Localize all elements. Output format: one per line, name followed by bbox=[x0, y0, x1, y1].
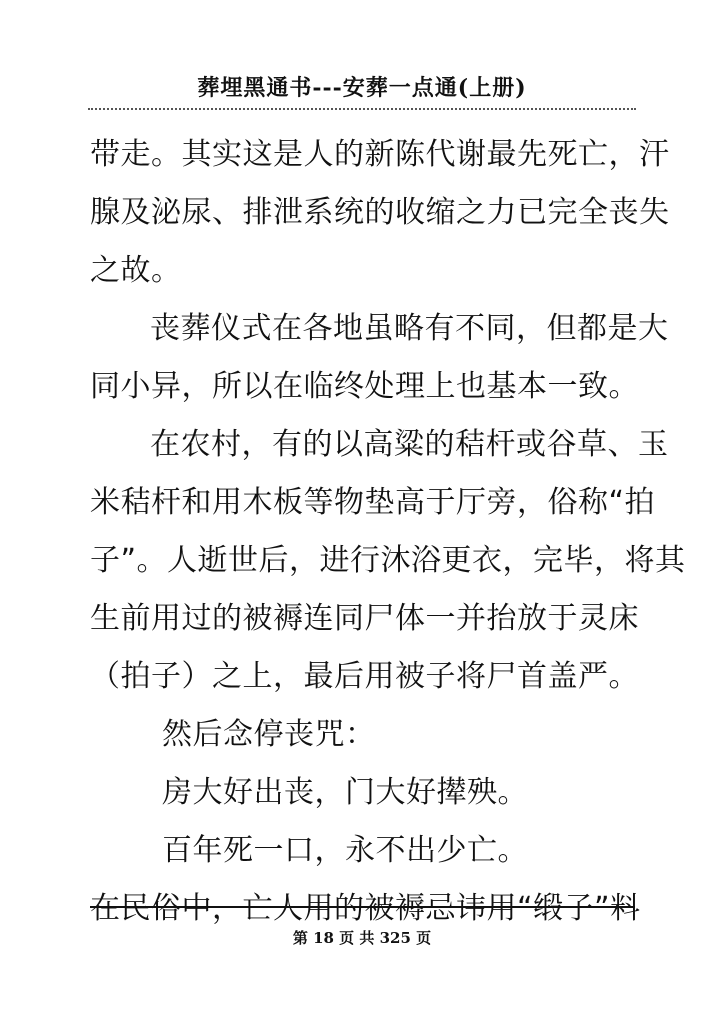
body-line: 米秸杆和用木板等物垫高于厅旁，俗称“拍 bbox=[90, 485, 656, 520]
footer-divider bbox=[90, 906, 635, 908]
body-line: 在农村，有的以高粱的秸杆或谷草、玉 bbox=[150, 427, 669, 462]
body-line: 腺及泌尿、排泄系统的收缩之力已完全丧失 bbox=[90, 195, 670, 230]
verse-line: 房大好出丧，门大好撵殃。 bbox=[162, 775, 528, 810]
page-body bbox=[90, 126, 686, 938]
verse-line: 百年死一口，永不出少亡。 bbox=[162, 833, 528, 868]
body-line: 丧葬仪式在各地虽略有不同，但都是大 bbox=[150, 311, 669, 346]
body-line: 生前用过的被褥连同尸体一并抬放于灵床 bbox=[90, 601, 639, 636]
body-line: 在民俗中，亡人用的被褥忌讳用“缎子”料 bbox=[90, 891, 641, 926]
page-number: 第 18 页 共 325 页 bbox=[292, 929, 432, 947]
body-line: 带走。其实这是人的新陈代谢最先死亡，汗 bbox=[90, 137, 670, 172]
body-line: 之故。 bbox=[90, 253, 182, 288]
body-line: 然后念停丧咒： bbox=[162, 717, 376, 752]
header-divider bbox=[88, 108, 636, 110]
body-line: 子”。人逝世后，进行沐浴更衣，完毕，将其 bbox=[90, 543, 686, 578]
body-line: （拍子）之上，最后用被子将尸首盖严。 bbox=[90, 659, 639, 694]
body-line: 同小异，所以在临终处理上也基本一致。 bbox=[90, 369, 639, 404]
running-header-title: 葬埋黑通书---安葬一点通(上册) bbox=[197, 75, 527, 101]
